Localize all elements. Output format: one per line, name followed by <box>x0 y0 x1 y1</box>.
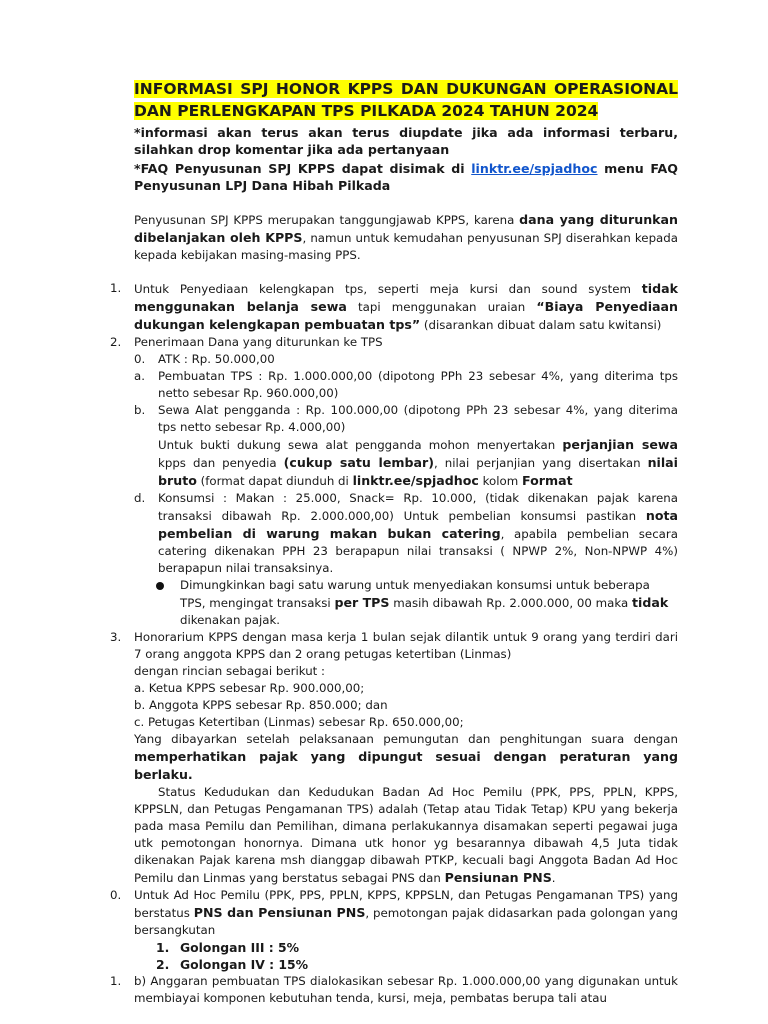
list-number: 3. <box>110 630 122 644</box>
bullet-text: dikenakan pajak. <box>180 613 281 627</box>
sub-text: Pembuatan TPS : Rp. 1.000.000,00 (dipotong PPh 23 sebesar 4%, yang diterima tps netto sebesar Rp. 960.000,00) <box>158 369 678 400</box>
sub-bold: nilai bruto <box>158 455 678 488</box>
faq-note <box>134 160 678 194</box>
sub-text: , nilai perjanjian yang disertakan <box>433 456 648 470</box>
update-note: *informasi akan terus akan terus diupdate jika ada informasi terbaru, silahkan drop komentar jika ada pertanyaan <box>134 125 678 157</box>
title-line-2: DAN PERLENGKAPAN TPS PILKADA 2024 TAHUN 2024 <box>134 102 599 120</box>
item-text: Status Kedudukan dan Kedudukan Badan Ad Hoc Pemilu (PPK, PPS, PPLN, KPPS, KPPSLN, dan Petugas Pengamanan TPS) adalah (Tetap atau Tidak Tetap) KPU yang bekerja pada masa Pemilu dan Pemilihan, dimana perlakukannya disamakan seperti pegawai juga utk pemotongan honornya. Dimana utk honor yg besarannya dibawah 4,5 Juta tidak dikenakan Pajak karena msh dianggap dibawah PTKP, kecuali bagi Anggota Badan Ad Hoc Pemilu dan Linmas yang berstatus sebagai PNS dan <box>134 785 678 885</box>
list-number: 0. <box>110 888 122 902</box>
item-text: . <box>551 871 556 885</box>
item-line: b. Anggota KPPS sebesar Rp. 850.000; dan <box>134 698 388 712</box>
item-text: Honorarium KPPS dengan masa kerja 1 bulan sejak dilantik untuk 9 orang yang terdiri dari 7 orang anggota KPPS dan 2 orang petugas ketertiban (Linmas) <box>134 630 678 661</box>
list-item <box>110 280 678 334</box>
golongan-number: 2. <box>156 957 170 972</box>
title-line-1: INFORMASI SPJ HONOR KPPS DAN DUKUNGAN OPERASIONAL <box>134 80 678 98</box>
main-list <box>110 280 678 1007</box>
item-text: Untuk Penyediaan kelengkapan tps, seperti meja kursi dan sound system <box>134 282 642 296</box>
sub-label: d. <box>134 491 146 505</box>
faq-note-pre: *FAQ Penyusunan SPJ KPPS dapat disimak di <box>134 161 472 176</box>
sub-bold: (cukup satu lembar) <box>283 455 434 470</box>
sub-label: b. <box>134 403 146 417</box>
document-title <box>134 78 678 122</box>
sub-text: kolom <box>478 474 523 488</box>
list-number: 2. <box>110 335 122 349</box>
faq-note-post: menu FAQ Penyusunan LPJ Dana Hibah Pilkada <box>134 161 678 193</box>
faq-link[interactable]: linktr.ee/spjadhoc <box>471 161 598 176</box>
golongan-text: Golongan III : 5% <box>180 940 300 955</box>
list-item <box>110 973 678 1007</box>
sub-bold: Format <box>522 473 573 488</box>
golongan-item <box>134 956 678 973</box>
list-item <box>110 629 678 887</box>
bullet-item <box>134 577 678 629</box>
sub-label: a. <box>134 369 145 383</box>
sub-text: , apabila pembelian secara catering dikenakan PPH 23 berapapun nilai transaksi ( NPWP 2%, Non-NPWP 4%) berapapun nilai transaksinya. <box>158 527 678 575</box>
golongan-number: 1. <box>156 940 170 955</box>
sub-text: Untuk bukti dukung sewa alat pengganda mohon menyertakan <box>158 438 563 452</box>
sub-item <box>134 402 678 490</box>
item-line: a. Ketua KPPS sebesar Rp. 900.000,00; <box>134 681 365 695</box>
intro-text-2: , namun untuk kemudahan penyusunan SPJ diserahkan kepada kepada kebijakan masing-masing PPS. <box>134 231 679 262</box>
list-number: 1. <box>110 281 122 295</box>
item-bold: Pensiunan PNS <box>444 870 552 885</box>
item-text: (disarankan dibuat dalam satu kwitansi) <box>420 318 662 332</box>
list-item <box>110 887 678 973</box>
intro-bold-1: dana yang diturunkan dibelanjakan oleh KPPS <box>134 212 678 245</box>
item-bold: tidak menggunakan belanja sewa <box>134 281 678 314</box>
item-bold: memperhatikan pajak yang dipungut sesuai dengan peraturan yang berlaku. <box>134 749 678 782</box>
sub-text: (format dapat diunduh di <box>196 474 353 488</box>
item-text: b) Anggaran pembuatan TPS dialokasikan sebesar Rp. 1.000.000,00 yang digunakan untuk membiayai komponen kebutuhan tenda, kursi, meja, pembatas berupa tali atau <box>134 974 678 1005</box>
item-text: Yang dibayarkan setelah pelaksanaan pemungutan dan penghitungan suara dengan <box>134 732 678 746</box>
item-bold: “Biaya Penyediaan dukungan kelengkapan pembuatan tps” <box>134 299 678 332</box>
golongan-text: Golongan IV : 15% <box>180 957 309 972</box>
sub-text: Konsumsi : Makan : 25.000, Snack= Rp. 10.000, (tidak dikenakan pajak karena transaksi dibawah Rp. 2.000.000,00) Untuk pembelian konsumsi pastikan <box>158 491 678 523</box>
sub-bold: nota pembelian di warung makan bukan catering <box>158 508 678 541</box>
item-line: dengan rincian sebagai berikut : <box>134 664 326 678</box>
bullet-text: Dimungkinkan bagi satu warung untuk menyediakan konsumsi untuk beberapa TPS, mengingat transaksi <box>180 578 650 610</box>
item-line: c. Petugas Ketertiban (Linmas) sebesar Rp. 650.000,00; <box>134 715 464 729</box>
sub-text: Sewa Alat pengganda : Rp. 100.000,00 (dipotong PPh 23 sebesar 4%, yang diterima tps netto sebesar Rp. 4.000,00) <box>158 403 678 434</box>
item-bold: PNS dan Pensiunan PNS <box>193 905 366 920</box>
item-text: , pemotongan pajak didasarkan pada golongan yang bersangkutan <box>134 906 678 937</box>
bullet-bold: per TPS <box>334 595 390 610</box>
sub-bold: perjanjian sewa <box>562 437 678 452</box>
sub-item <box>134 490 678 577</box>
sub-text: ATK : Rp. 50.000,00 <box>158 352 275 366</box>
bullet-text: masih dibawah Rp. 2.000.000, 00 maka <box>389 596 633 610</box>
intro-text-1: Penyusunan SPJ KPPS merupakan tanggungjawab KPPS, karena <box>134 213 520 227</box>
sub-item <box>134 351 678 368</box>
list-item <box>110 334 678 629</box>
sub-item <box>134 368 678 402</box>
item-text: tapi menggunakan uraian <box>346 300 537 314</box>
bullet-dot-icon <box>156 582 164 590</box>
sub-text: kpps dan penyedia <box>158 456 284 470</box>
sub-bold: linktr.ee/spjadhoc <box>352 473 479 488</box>
golongan-item <box>134 939 678 956</box>
list-number: 1. <box>110 974 122 988</box>
item-paragraph <box>134 731 678 784</box>
item-text: Penerimaan Dana yang diturunkan ke TPS <box>134 335 383 349</box>
status-paragraph <box>134 784 678 887</box>
sub-label: 0. <box>134 352 146 366</box>
bullet-bold: tidak <box>632 595 669 610</box>
intro-paragraph <box>134 211 678 264</box>
item-text: Untuk Ad Hoc Pemilu (PPK, PPS, PPLN, KPPS, KPPSLN, dan Petugas Pengamanan TPS) yang berstatus <box>134 888 678 920</box>
